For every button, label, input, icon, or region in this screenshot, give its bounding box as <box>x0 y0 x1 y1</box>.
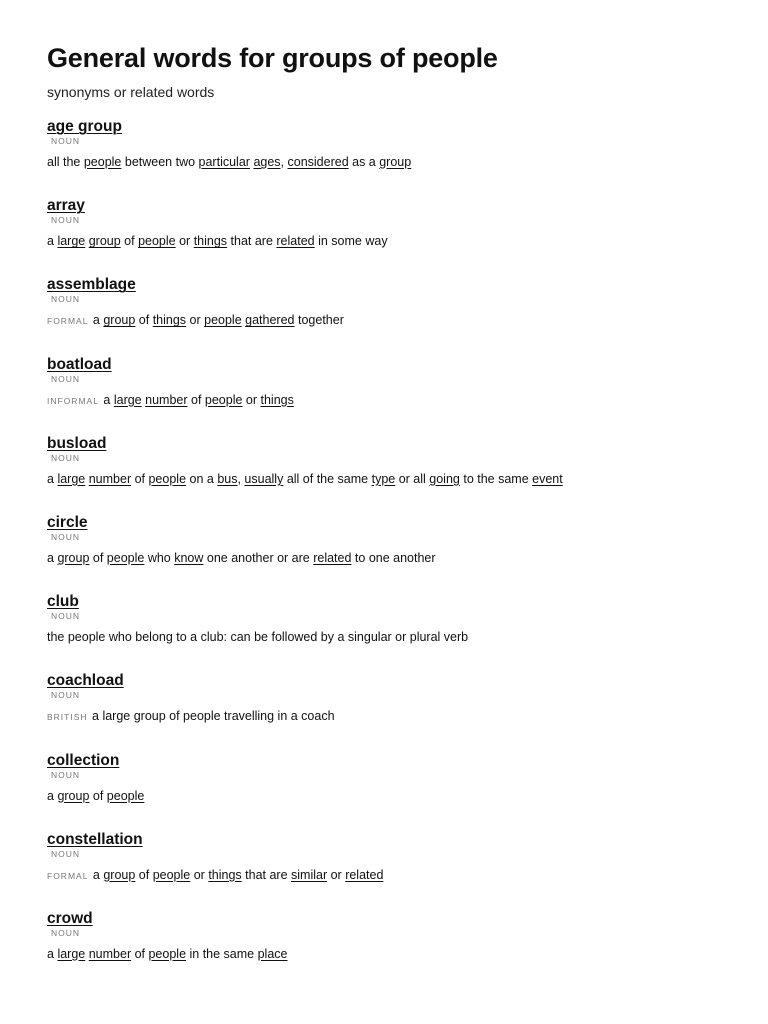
definition-text: a <box>47 550 58 565</box>
definition-text: a <box>47 234 58 249</box>
definition <box>47 867 737 884</box>
definition-text: , <box>280 155 288 169</box>
definition-word-link[interactable]: people <box>138 234 176 249</box>
definition-text: to the same <box>459 471 533 486</box>
headword-link[interactable]: crowd <box>47 909 93 927</box>
part-of-speech: NOUN <box>51 452 81 463</box>
headword-link[interactable]: age group <box>47 118 122 135</box>
definition-word-link[interactable]: things <box>152 313 187 328</box>
part-of-speech: NOUN <box>51 136 81 146</box>
definition-text: or <box>186 313 205 328</box>
definition-text: to one another <box>351 550 436 565</box>
entry-list <box>47 117 737 988</box>
definition-text: , <box>237 471 245 486</box>
definition-text: of <box>135 867 153 882</box>
definition-text: a large group of people travelling in a coach <box>92 709 335 724</box>
definition-text: or <box>175 234 194 249</box>
definition <box>47 233 737 249</box>
definition-word-link[interactable]: particular <box>198 155 250 169</box>
list-item <box>47 671 737 750</box>
register-label: FORMAL <box>47 870 89 881</box>
definition-word-link[interactable]: things <box>208 867 242 882</box>
definition-word-link[interactable]: number <box>88 946 132 961</box>
definition-text: of <box>89 550 107 565</box>
definition-text: of <box>120 234 139 249</box>
definition-text: as a <box>348 155 380 169</box>
definition-text: of <box>89 788 107 803</box>
page-content <box>47 40 737 988</box>
list-item <box>47 592 737 671</box>
headword-link[interactable]: circle <box>47 513 88 531</box>
definition-text: a <box>47 946 58 961</box>
definition-text: a <box>103 392 114 407</box>
definition-word-link[interactable]: ages <box>253 155 281 169</box>
definition-word-link[interactable]: people <box>106 550 145 565</box>
list-item <box>47 355 737 434</box>
definition-word-link[interactable]: things <box>193 234 228 249</box>
definition-text: that are <box>241 867 292 882</box>
list-item <box>47 196 737 275</box>
definition-text: a <box>92 313 104 328</box>
definition-word-link[interactable]: similar <box>291 867 328 882</box>
definition-word-link[interactable]: gathered <box>245 313 295 328</box>
definition-word-link[interactable]: large <box>57 946 86 961</box>
definition-text: that are <box>227 234 277 249</box>
headword-link[interactable]: coachload <box>47 672 124 690</box>
list-item <box>47 830 737 909</box>
definition-text: all of the same <box>283 471 372 486</box>
register-label: BRITISH <box>47 712 88 723</box>
definition-word-link[interactable]: related <box>345 867 384 882</box>
definition-word-link[interactable]: know <box>174 550 204 565</box>
definition-word-link[interactable]: group <box>103 313 136 328</box>
definition-word-link[interactable]: event <box>532 471 563 486</box>
headword-link[interactable]: club <box>47 593 79 611</box>
definition-text: a <box>47 471 58 486</box>
list-item <box>47 909 737 988</box>
part-of-speech: NOUN <box>51 215 81 226</box>
part-of-speech: NOUN <box>51 373 81 384</box>
definition-word-link[interactable]: related <box>276 234 315 249</box>
definition-text: who <box>144 550 175 565</box>
definition-word-link[interactable]: people <box>106 788 145 803</box>
definition-word-link[interactable]: bus <box>217 471 238 486</box>
definition-text: one another or are <box>203 550 314 565</box>
definition-word-link[interactable]: usually <box>244 471 284 486</box>
definition-text: or <box>242 392 261 407</box>
definition-word-link[interactable]: group <box>379 155 412 169</box>
definition <box>47 392 737 409</box>
part-of-speech: NOUN <box>51 848 81 859</box>
definition-word-link[interactable]: things <box>260 392 294 407</box>
definition-word-link[interactable]: number <box>88 471 132 486</box>
definition-word-link[interactable]: people <box>148 946 187 961</box>
page-subtitle: synonyms or related words <box>47 84 215 100</box>
definition-text: together <box>294 313 344 328</box>
definition-word-link[interactable]: people <box>148 471 187 486</box>
definition <box>47 708 737 725</box>
definition <box>47 312 737 329</box>
definition-word-link[interactable]: number <box>145 392 188 407</box>
list-item <box>47 513 737 592</box>
part-of-speech: NOUN <box>51 531 81 542</box>
part-of-speech: NOUN <box>51 611 81 622</box>
definition-word-link[interactable]: people <box>204 313 242 328</box>
register-label: FORMAL <box>47 316 89 327</box>
definition-text: of <box>131 471 149 486</box>
definition-word-link[interactable]: people <box>83 155 122 169</box>
definition <box>47 946 737 962</box>
definition-word-link[interactable]: group <box>57 550 90 565</box>
definition-word-link[interactable]: place <box>257 946 288 961</box>
definition <box>47 629 737 645</box>
list-item <box>47 434 737 513</box>
definition-text: of <box>187 392 205 407</box>
part-of-speech: NOUN <box>51 769 81 780</box>
definition-text: a <box>92 867 104 882</box>
definition-word-link[interactable]: type <box>371 471 396 486</box>
definition-word-link[interactable]: people <box>152 867 191 882</box>
headword-link[interactable]: array <box>47 197 85 215</box>
definition-word-link[interactable]: group <box>88 234 121 249</box>
definition-word-link[interactable]: group <box>103 867 136 882</box>
definition-word-link[interactable]: large <box>57 471 86 486</box>
list-item <box>47 117 737 196</box>
part-of-speech: NOUN <box>51 294 81 305</box>
definition-text: all the <box>47 155 84 169</box>
definition-text: between two <box>121 155 199 169</box>
definition-text: of <box>131 946 149 961</box>
list-item <box>47 275 737 354</box>
definition-text: in the same <box>186 946 258 961</box>
list-item <box>47 751 737 830</box>
definition <box>47 471 737 487</box>
headword-link[interactable]: busload <box>47 434 107 452</box>
definition-text: or all <box>395 471 430 486</box>
definition-word-link[interactable]: related <box>313 550 352 565</box>
headword-link[interactable]: constellation <box>47 830 143 848</box>
definition <box>47 154 737 170</box>
definition-text: in some way <box>314 234 388 249</box>
definition-text: of <box>135 313 153 328</box>
headword-link[interactable]: boatload <box>47 355 112 373</box>
definition <box>47 550 737 566</box>
definition-word-link[interactable]: people <box>204 392 243 407</box>
part-of-speech: NOUN <box>51 690 81 701</box>
headword-link[interactable]: collection <box>47 751 120 769</box>
definition-word-link[interactable]: group <box>57 788 90 803</box>
definition-text: or <box>190 867 209 882</box>
definition-text: on a <box>186 471 218 486</box>
register-label: INFORMAL <box>47 395 99 406</box>
page-title: General words for groups of people <box>47 43 498 73</box>
definition-text: a <box>47 788 58 803</box>
definition-word-link[interactable]: large <box>57 234 86 249</box>
definition-word-link[interactable]: considered <box>287 155 349 169</box>
definition-word-link[interactable]: going <box>429 471 460 486</box>
definition-text: or <box>327 867 346 882</box>
definition-text: the people who belong to a club: can be followed by a singular or plural verb <box>47 630 469 645</box>
headword-link[interactable]: assemblage <box>47 276 136 294</box>
part-of-speech: NOUN <box>51 927 81 938</box>
definition-word-link[interactable]: large <box>113 392 142 407</box>
definition <box>47 788 737 804</box>
